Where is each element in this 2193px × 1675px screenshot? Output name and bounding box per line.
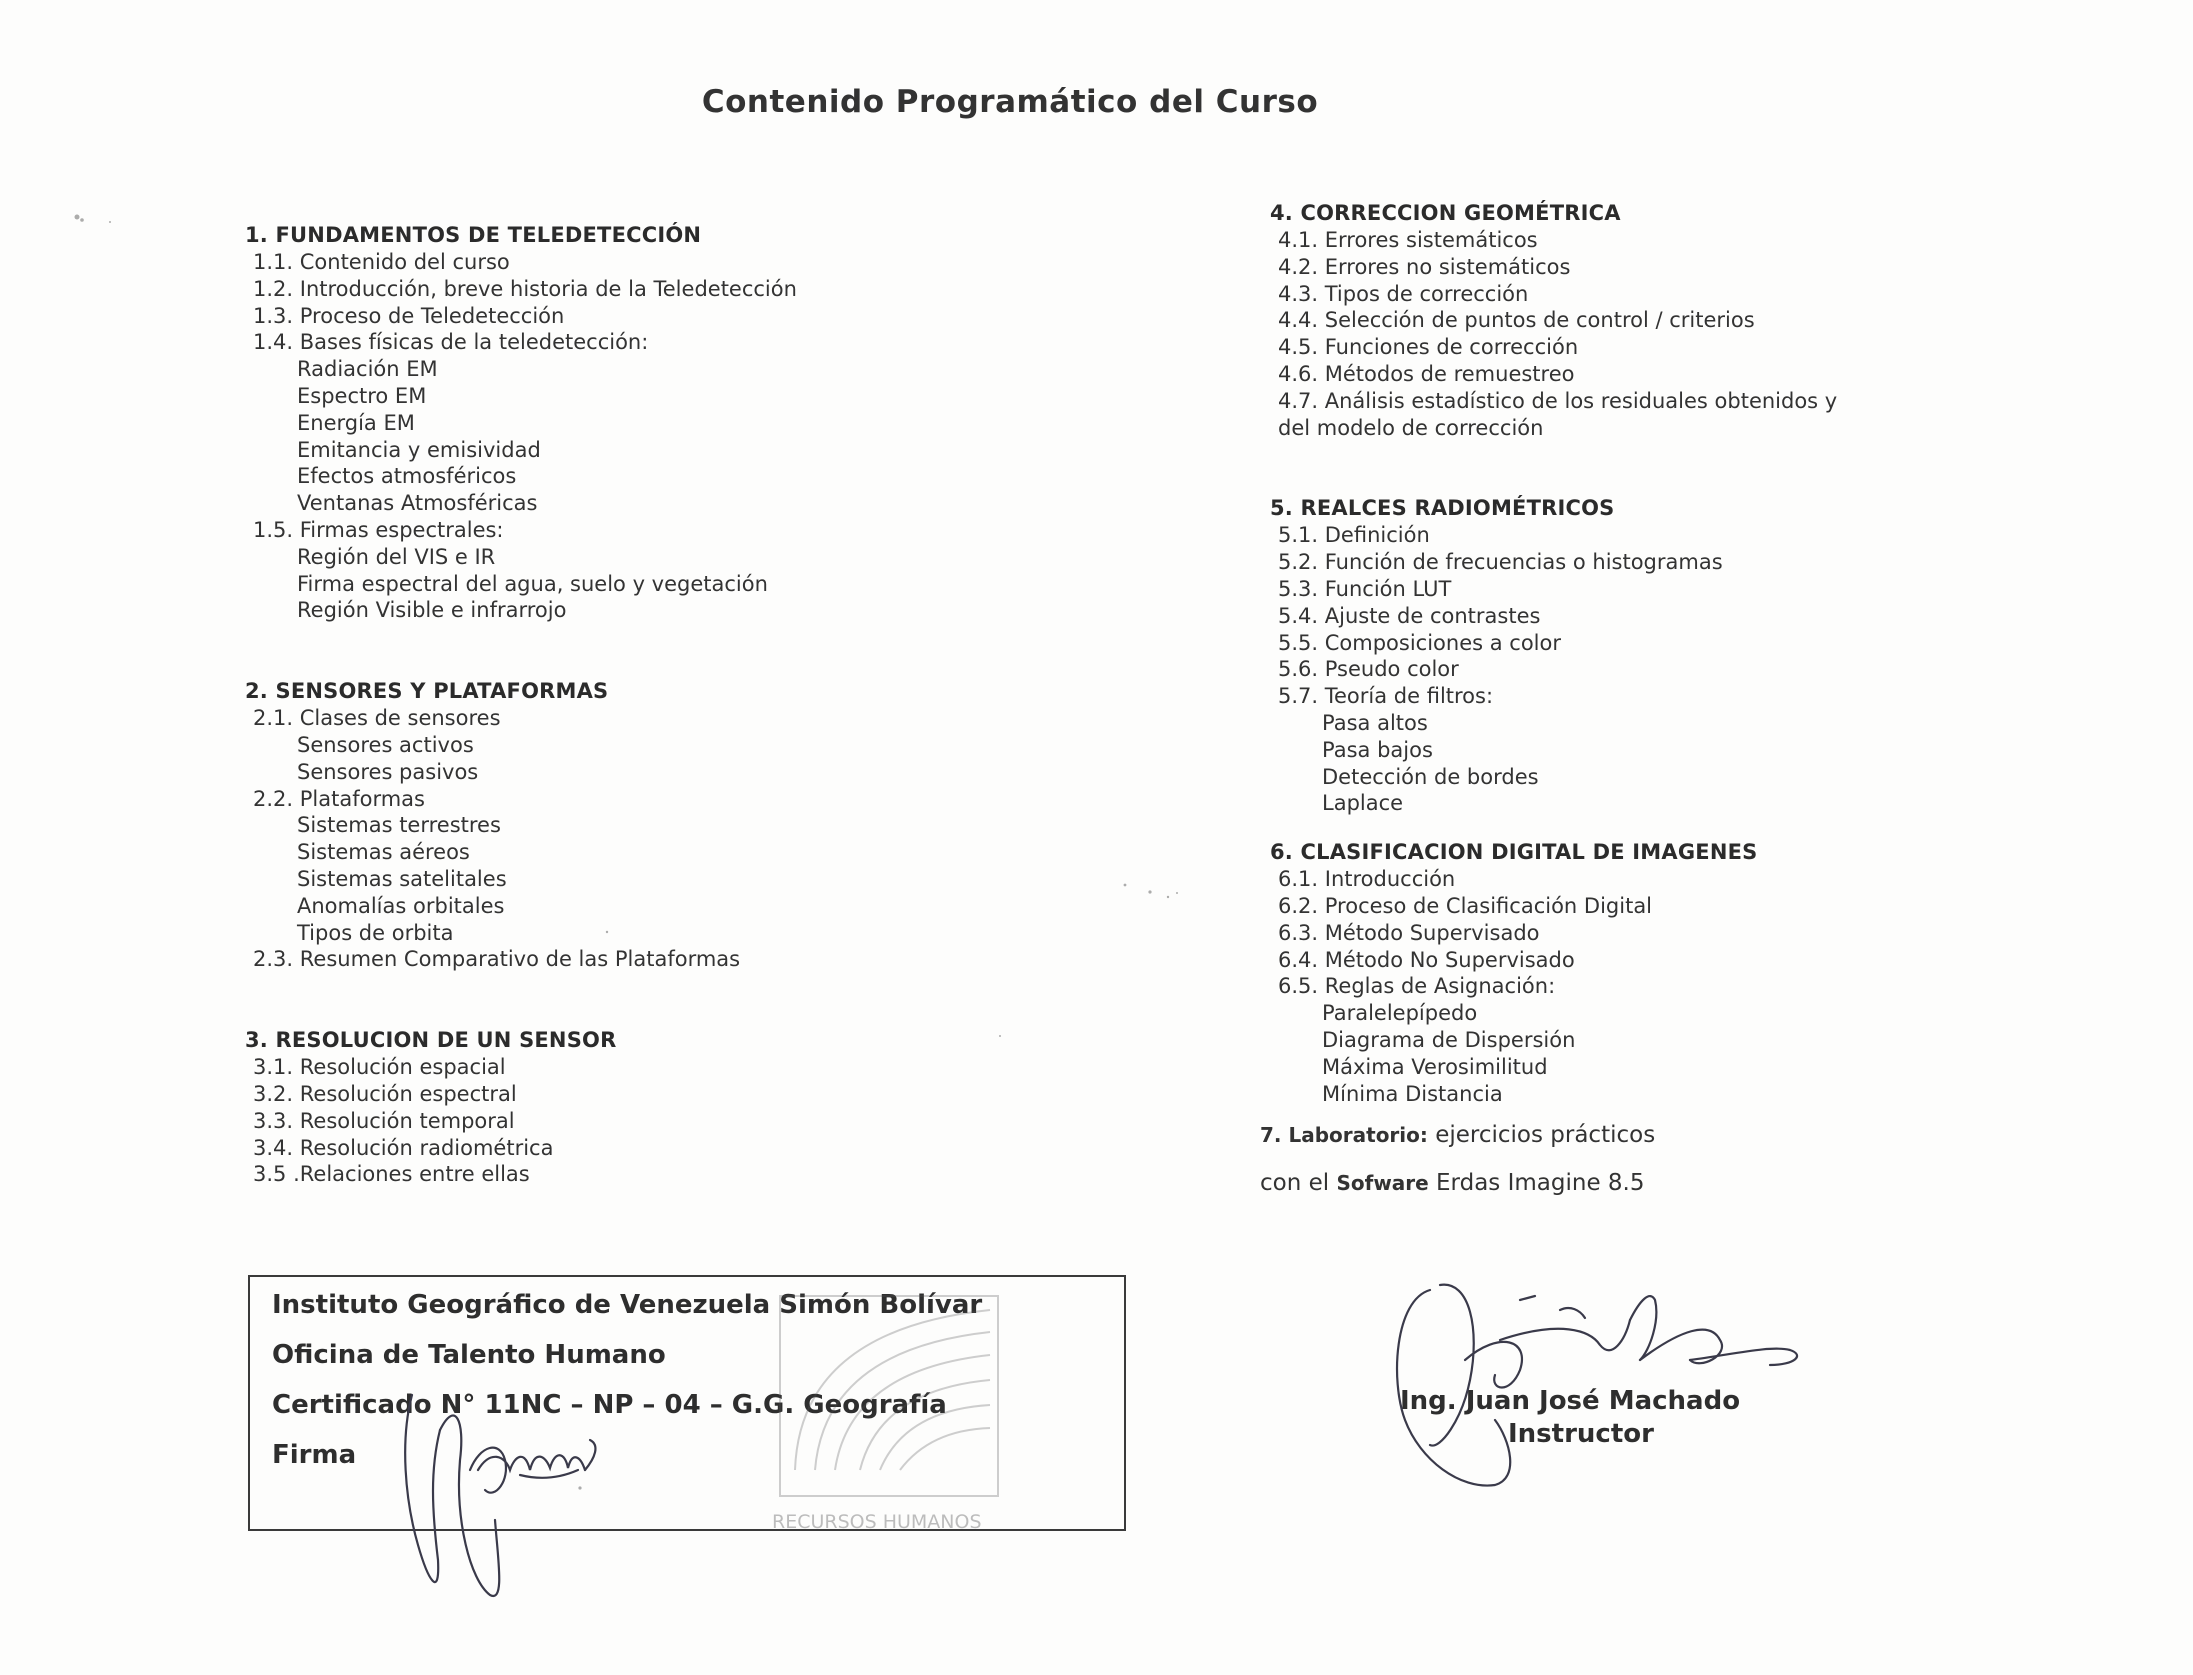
subtopic-item: Máxima Verosimilitud <box>1322 1054 1548 1079</box>
topic-item: 1.4. Bases físicas de la teledetección: <box>253 330 649 355</box>
software-name: Erdas Imagine 8.5 <box>1428 1170 1645 1197</box>
subtopic-item: Laplace <box>1322 791 1404 816</box>
certificate-institute: Instituto Geográfico de Venezuela Simón Bolívar <box>272 1290 983 1320</box>
topic-item: 4.5. Funciones de corrección <box>1278 335 1579 360</box>
topic-item: 2.2. Plataformas <box>253 786 425 811</box>
subtopic-item: Pasa bajos <box>1322 737 1433 762</box>
software-label: Sofware <box>1336 1171 1429 1196</box>
topic-item: 1.2. Introducción, breve historia de la Teledetección <box>253 276 797 301</box>
certificate-signature-label: Firma <box>272 1440 357 1470</box>
software-prefix: con el <box>1260 1170 1337 1197</box>
topic-item: 2.1. Clases de sensores <box>253 706 501 731</box>
topic-item: 3.5 .Relaciones entre ellas <box>253 1162 530 1187</box>
topic-item: 3.2. Resolución espectral <box>253 1081 517 1106</box>
topic-item: 5.2. Función de frecuencias o histogramas <box>1278 550 1723 575</box>
topic-item: 6.1. Introducción <box>1278 867 1456 892</box>
section-heading: 4. CORRECCION GEOMÉTRICA <box>1270 201 1621 225</box>
subtopic-item: Detección de bordes <box>1322 764 1539 789</box>
subtopic-item: Sensores pasivos <box>297 759 479 784</box>
topic-item: 4.3. Tipos de corrección <box>1278 281 1529 306</box>
topic-item: 5.1. Definición <box>1278 523 1430 548</box>
topic-item: 2.3. Resumen Comparativo de las Plataformas <box>253 947 741 972</box>
subtopic-item: Efectos atmosféricos <box>297 464 517 489</box>
topic-item: 4.4. Selección de puntos de control / criterios <box>1278 308 1755 333</box>
topic-item: 5.6. Pseudo color <box>1278 657 1459 682</box>
topic-item: 5.5. Composiciones a color <box>1278 630 1561 655</box>
section-heading: 6. CLASIFICACION DIGITAL DE IMAGENES <box>1270 840 1758 865</box>
topic-item: 5.3. Función LUT <box>1278 576 1452 601</box>
topic-item: 3.1. Resolución espacial <box>253 1055 506 1080</box>
section-heading: 3. RESOLUCION DE UN SENSOR <box>245 1028 617 1053</box>
subtopic-item: Diagrama de Dispersión <box>1322 1027 1576 1052</box>
subtopic-item: Paralelepípedo <box>1322 1001 1478 1026</box>
topic-item: 3.4. Resolución radiométrica <box>253 1135 554 1160</box>
certificate-number: Certificado N° 11NC – NP – 04 – G.G. Geografía <box>272 1390 947 1420</box>
certificate-office: Oficina de Talento Humano <box>272 1340 666 1370</box>
topic-item: 4.1. Errores sistemáticos <box>1278 228 1538 252</box>
subtopic-item: Región Visible e infrarrojo <box>297 598 567 623</box>
subtopic-item: Pasa altos <box>1322 710 1428 735</box>
subtopic-item: Tipos de orbita <box>297 920 454 945</box>
section-heading: 2. SENSORES Y PLATAFORMAS <box>245 679 609 704</box>
subtopic-item: Ventanas Atmosféricas <box>297 491 538 516</box>
topic-item: 6.4. Método No Supervisado <box>1278 947 1575 972</box>
subtopic-item: Emitancia y emisividad <box>297 437 541 462</box>
topic-item: 4.2. Errores no sistemáticos <box>1278 254 1571 279</box>
subtopic-item: Región del VIS e IR <box>297 544 496 569</box>
topic-item: 6.2. Proceso de Clasificación Digital <box>1278 893 1653 918</box>
section-heading: 5. REALCES RADIOMÉTRICOS <box>1270 496 1615 521</box>
topic-item: 6.5. Reglas de Asignación: <box>1278 974 1556 999</box>
topic-item: 5.7. Teoría de filtros: <box>1278 684 1494 709</box>
laboratorio-text: ejercicios prácticos <box>1427 1122 1656 1149</box>
topic-item: 1.1. Contenido del curso <box>253 250 510 274</box>
topic-item: 4.7. Análisis estadístico de los residuales obtenidos y <box>1278 388 1838 413</box>
topic-item: 6.3. Método Supervisado <box>1278 920 1540 945</box>
subtopic-item: Radiación EM <box>297 357 438 382</box>
stamp-text: RECURSOS HUMANOS <box>772 1511 982 1533</box>
topic-item: 1.5. Firmas espectrales: <box>253 517 504 542</box>
topic-item: 4.6. Métodos de remuestreo <box>1278 361 1575 386</box>
subtopic-item: Sensores activos <box>297 732 474 757</box>
subtopic-item: Sistemas aéreos <box>297 840 470 865</box>
subtopic-item: Espectro EM <box>297 383 427 408</box>
topic-item: 3.3. Resolución temporal <box>253 1108 515 1133</box>
page-title: Contenido Programático del Curso <box>701 84 1319 120</box>
laboratorio-label: 7. Laboratorio: <box>1260 1123 1428 1148</box>
topic-item: 5.4. Ajuste de contrastes <box>1278 603 1541 628</box>
topic-item: 1.3. Proceso de Teledetección <box>253 303 565 328</box>
subtopic-item: Energía EM <box>297 410 415 435</box>
instructor-role: Instructor <box>1508 1419 1654 1449</box>
subtopic-item: Firma espectral del agua, suelo y vegetación <box>297 571 768 596</box>
section-heading: 1. FUNDAMENTOS DE TELEDETECCIÓN <box>245 223 702 247</box>
subtopic-item: Sistemas satelitales <box>297 866 507 891</box>
subtopic-item: Sistemas terrestres <box>297 813 501 838</box>
instructor-name: Ing. Juan José Machado <box>1400 1386 1741 1416</box>
subtopic-item: Mínima Distancia <box>1322 1081 1503 1106</box>
subtopic-item: Anomalías orbitales <box>297 893 505 918</box>
topic-item: del modelo de corrección <box>1278 415 1544 440</box>
